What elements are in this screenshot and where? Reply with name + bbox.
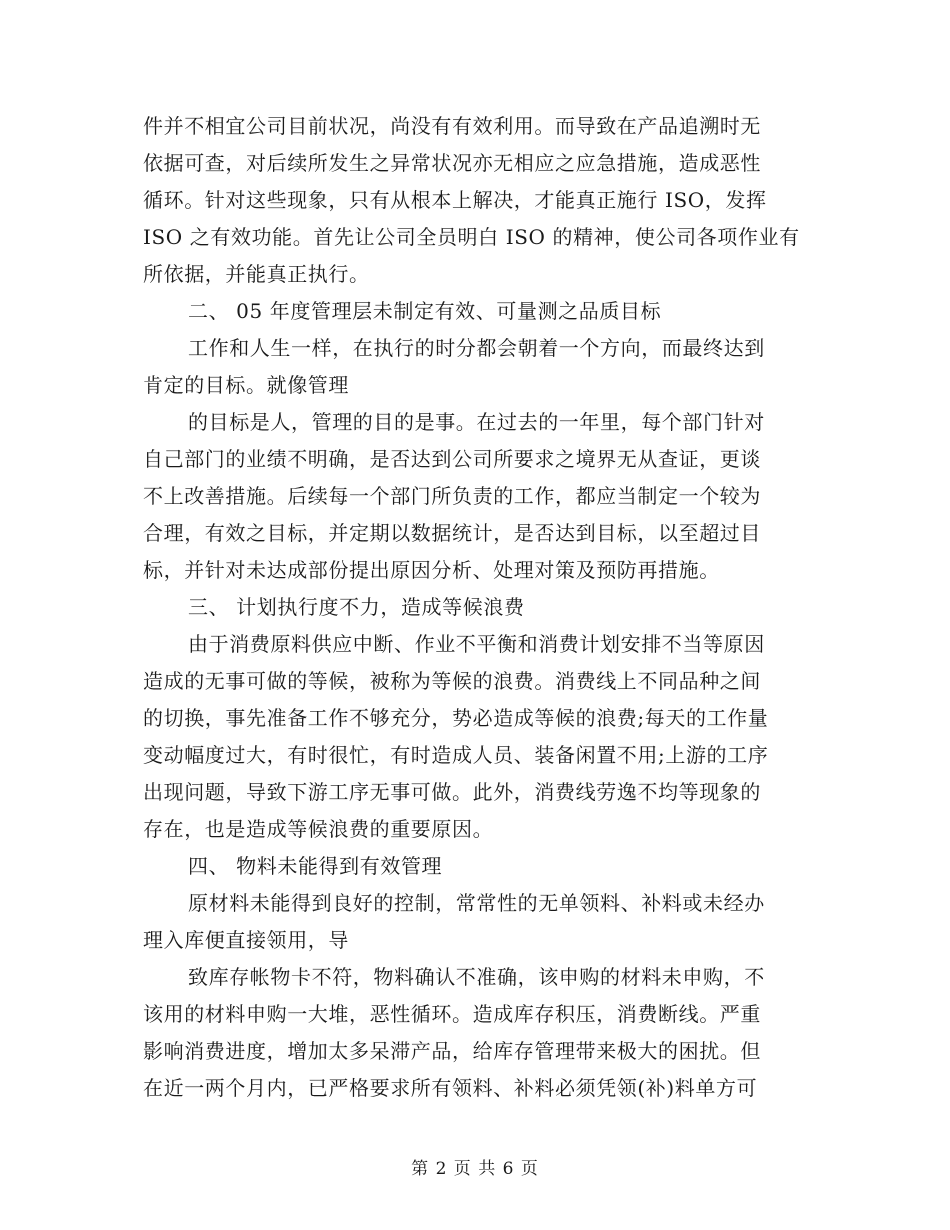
body-line: 的目标是人，管理的目的是事。在过去的一年里，每个部门针对 — [188, 410, 765, 434]
body-line: 出现问题，导致下游工序无事可做。此外，消费线劳逸不均等现象的 — [143, 780, 761, 804]
body-line: 标，并针对未达成部份提出原因分析、处理对策及预防再措施。 — [143, 558, 720, 582]
body-line: 不上改善措施。后续每一个部门所负责的工作，都应当制定一个较为 — [143, 484, 761, 508]
body-line: ISO 之有效功能。首先让公司全员明白 ISO 的精神，使公司各项作业有 — [143, 225, 800, 249]
body-line: 原材料未能得到良好的控制，常常性的无单领料、补料或未经办 — [188, 891, 765, 915]
body-line: 变动幅度过大，有时很忙，有时造成人员、装备闲置不用;上游的工序 — [143, 743, 769, 767]
body-line: 造成的无事可做的等候，被称为等候的浪费。消费线上不同品种之间 — [143, 669, 761, 693]
body-line: 该用的材料申购一大堆，恶性循环。造成库存积压，消费断线。严重 — [143, 1002, 761, 1026]
section-heading-3: 三、 计划执行度不力，造成等候浪费 — [188, 595, 525, 619]
body-line: 所依据，并能真正执行。 — [143, 262, 370, 286]
body-line: 的切换，事先准备工作不够充分，势必造成等候的浪费;每天的工作量 — [143, 706, 769, 730]
body-line: 在近一两个月内，已严格要求所有领料、补料必须凭领(补)料单方可 — [143, 1076, 758, 1100]
body-line: 肯定的目标。就像管理 — [143, 373, 349, 397]
page-number-footer: 第 2 页 共 6 页 — [411, 1159, 539, 1179]
body-line: 影响消费进度，增加太多呆滞产品，给库存管理带来极大的困扰。但 — [143, 1039, 761, 1063]
body-line: 循环。针对这些现象，只有从根本上解决，才能真正施行 ISO，发挥 — [143, 188, 767, 212]
section-heading-4: 四、 物料未能得到有效管理 — [188, 854, 443, 878]
body-line: 理入库便直接领用，导 — [143, 928, 349, 952]
body-line: 件并不相宜公司目前状况，尚没有有效利用。而导致在产品追溯时无 — [143, 114, 761, 138]
body-line: 合理，有效之目标，并定期以数据统计，是否达到目标，以至超过目 — [143, 521, 761, 545]
body-line: 依据可查，对后续所发生之异常状况亦无相应之应急措施，造成恶性 — [143, 151, 761, 175]
body-line: 由于消费原料供应中断、作业不平衡和消费计划安排不当等原因 — [188, 632, 765, 656]
body-line: 致库存帐物卡不符，物料确认不准确，该申购的材料未申购，不 — [188, 965, 765, 989]
body-line: 自己部门的业绩不明确，是否达到公司所要求之境界无从查证，更谈 — [143, 447, 761, 471]
body-line: 工作和人生一样，在执行的时分都会朝着一个方向，而最终达到 — [188, 336, 765, 360]
section-heading-2: 二、 05 年度管理层未制定有效、可量测之品质目标 — [188, 299, 662, 323]
body-line: 存在，也是造成等候浪费的重要原因。 — [143, 817, 494, 841]
